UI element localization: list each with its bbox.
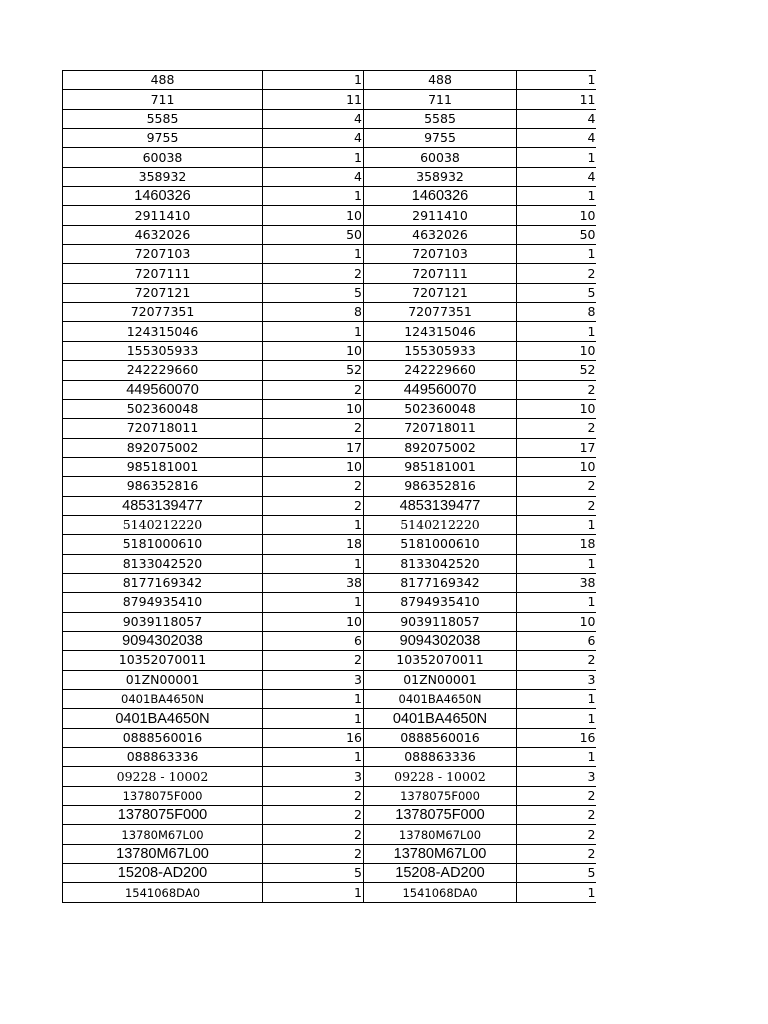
part-code-copy-cell: 7207121	[364, 283, 517, 302]
quantity-copy-cell: 2	[517, 419, 596, 438]
part-code-copy-cell: 4853139477	[364, 496, 517, 515]
quantity-cell: 18	[263, 535, 364, 554]
part-code-cell: 5181000610	[63, 535, 263, 554]
part-code-copy-cell: 155305933	[364, 341, 517, 360]
quantity-cell: 1	[263, 322, 364, 341]
part-code-copy-cell: 488	[364, 71, 517, 90]
quantity-copy-cell: 10	[517, 206, 596, 225]
part-code-cell: 72077351	[63, 303, 263, 322]
table-row	[63, 786, 596, 805]
quantity-copy-cell: 10	[517, 457, 596, 476]
quantity-cell: 1	[263, 593, 364, 612]
part-code-cell: 2911410	[63, 206, 263, 225]
quantity-cell: 5	[263, 283, 364, 302]
part-code-cell: 9755	[63, 129, 263, 148]
quantity-cell: 1	[263, 515, 364, 534]
quantity-copy-cell: 1	[517, 245, 596, 264]
part-code-cell: 13780M67L00	[63, 844, 263, 863]
table-row	[63, 245, 596, 264]
parts-table-body	[63, 71, 596, 903]
part-code-cell: 10352070011	[63, 651, 263, 670]
quantity-cell: 8	[263, 303, 364, 322]
quantity-copy-cell: 2	[517, 825, 596, 844]
quantity-cell: 10	[263, 612, 364, 631]
quantity-cell: 2	[263, 825, 364, 844]
table-row	[63, 283, 596, 302]
table-row	[63, 554, 596, 573]
table-row	[63, 612, 596, 631]
quantity-cell: 2	[263, 806, 364, 825]
quantity-cell: 2	[263, 419, 364, 438]
part-code-cell: 155305933	[63, 341, 263, 360]
table-row	[63, 631, 596, 650]
part-code-copy-cell: 0401BA4650N	[364, 709, 517, 728]
part-code-cell: 15208-AD200	[63, 864, 263, 883]
table-row	[63, 419, 596, 438]
quantity-copy-cell: 3	[517, 767, 596, 786]
table-row	[63, 109, 596, 128]
quantity-copy-cell: 10	[517, 612, 596, 631]
table-row	[63, 844, 596, 863]
quantity-cell: 4	[263, 129, 364, 148]
quantity-copy-cell: 50	[517, 225, 596, 244]
part-code-cell: 0888560016	[63, 728, 263, 747]
quantity-copy-cell: 11	[517, 90, 596, 109]
part-code-cell: 5140212220	[63, 515, 263, 534]
part-code-cell: 720718011	[63, 419, 263, 438]
part-code-cell: 8794935410	[63, 593, 263, 612]
quantity-cell: 3	[263, 670, 364, 689]
quantity-copy-cell: 1	[517, 709, 596, 728]
part-code-cell: 986352816	[63, 477, 263, 496]
part-code-cell: 7207121	[63, 283, 263, 302]
quantity-copy-cell: 2	[517, 380, 596, 399]
part-code-copy-cell: 0888560016	[364, 728, 517, 747]
part-code-copy-cell: 8177169342	[364, 573, 517, 592]
part-code-copy-cell: 502360048	[364, 399, 517, 418]
part-code-copy-cell: 242229660	[364, 361, 517, 380]
quantity-cell: 1	[263, 187, 364, 206]
quantity-copy-cell: 2	[517, 264, 596, 283]
table-row	[63, 148, 596, 167]
table-row	[63, 206, 596, 225]
part-code-copy-cell: 8133042520	[364, 554, 517, 573]
quantity-copy-cell: 52	[517, 361, 596, 380]
part-code-cell: 9094302038	[63, 631, 263, 650]
part-code-cell: 8177169342	[63, 573, 263, 592]
part-code-copy-cell: 13780M67L00	[364, 844, 517, 863]
part-code-cell: 0401BA4650N	[63, 709, 263, 728]
parts-table	[62, 70, 596, 903]
part-code-copy-cell: 60038	[364, 148, 517, 167]
table-row	[63, 515, 596, 534]
part-code-copy-cell: 1460326	[364, 187, 517, 206]
quantity-copy-cell: 2	[517, 651, 596, 670]
quantity-cell: 2	[263, 477, 364, 496]
quantity-copy-cell: 4	[517, 167, 596, 186]
quantity-cell: 1	[263, 71, 364, 90]
table-row	[63, 573, 596, 592]
quantity-cell: 6	[263, 631, 364, 650]
quantity-cell: 38	[263, 573, 364, 592]
table-row	[63, 864, 596, 883]
part-code-cell: 449560070	[63, 380, 263, 399]
quantity-copy-cell: 1	[517, 554, 596, 573]
part-code-copy-cell: 892075002	[364, 438, 517, 457]
table-row	[63, 167, 596, 186]
quantity-cell: 4	[263, 109, 364, 128]
quantity-cell: 16	[263, 728, 364, 747]
quantity-cell: 2	[263, 844, 364, 863]
part-code-copy-cell: 720718011	[364, 419, 517, 438]
quantity-copy-cell: 1	[517, 748, 596, 767]
table-row	[63, 670, 596, 689]
quantity-copy-cell: 2	[517, 786, 596, 805]
quantity-cell: 1	[263, 245, 364, 264]
quantity-cell: 3	[263, 767, 364, 786]
quantity-copy-cell: 1	[517, 515, 596, 534]
quantity-copy-cell: 1	[517, 322, 596, 341]
table-row	[63, 496, 596, 515]
quantity-copy-cell: 16	[517, 728, 596, 747]
part-code-copy-cell: 088863336	[364, 748, 517, 767]
part-code-cell: 1541068DA0	[63, 883, 263, 902]
part-code-copy-cell: 985181001	[364, 457, 517, 476]
quantity-copy-cell: 2	[517, 806, 596, 825]
table-row	[63, 264, 596, 283]
part-code-cell: 1460326	[63, 187, 263, 206]
quantity-copy-cell: 38	[517, 573, 596, 592]
quantity-cell: 10	[263, 341, 364, 360]
quantity-cell: 1	[263, 748, 364, 767]
quantity-cell: 1	[263, 883, 364, 902]
quantity-cell: 2	[263, 264, 364, 283]
quantity-cell: 1	[263, 148, 364, 167]
part-code-cell: 892075002	[63, 438, 263, 457]
table-row	[63, 767, 596, 786]
quantity-copy-cell: 2	[517, 844, 596, 863]
quantity-copy-cell: 1	[517, 148, 596, 167]
part-code-copy-cell: 9039118057	[364, 612, 517, 631]
quantity-copy-cell: 6	[517, 631, 596, 650]
part-code-copy-cell: 986352816	[364, 477, 517, 496]
table-row	[63, 709, 596, 728]
table-row	[63, 883, 596, 902]
part-code-cell: 09228 - 10002	[63, 767, 263, 786]
table-row	[63, 457, 596, 476]
quantity-cell: 5	[263, 864, 364, 883]
quantity-copy-cell: 2	[517, 477, 596, 496]
part-code-copy-cell: 5585	[364, 109, 517, 128]
table-row	[63, 71, 596, 90]
quantity-cell: 2	[263, 651, 364, 670]
quantity-cell: 10	[263, 457, 364, 476]
quantity-copy-cell: 1	[517, 883, 596, 902]
quantity-cell: 10	[263, 399, 364, 418]
table-row	[63, 361, 596, 380]
part-code-cell: 0401BA4650N	[63, 690, 263, 709]
table-row	[63, 477, 596, 496]
table-row	[63, 593, 596, 612]
part-code-cell: 5585	[63, 109, 263, 128]
part-code-copy-cell: 13780M67L00	[364, 825, 517, 844]
quantity-copy-cell: 2	[517, 496, 596, 515]
quantity-copy-cell: 18	[517, 535, 596, 554]
part-code-copy-cell: 0401BA4650N	[364, 690, 517, 709]
part-code-cell: 358932	[63, 167, 263, 186]
quantity-cell: 52	[263, 361, 364, 380]
table-row	[63, 728, 596, 747]
table-row	[63, 90, 596, 109]
table-row	[63, 825, 596, 844]
table-row	[63, 438, 596, 457]
quantity-cell: 10	[263, 206, 364, 225]
quantity-copy-cell: 17	[517, 438, 596, 457]
part-code-cell: 4853139477	[63, 496, 263, 515]
part-code-cell: 488	[63, 71, 263, 90]
table-row	[63, 187, 596, 206]
part-code-copy-cell: 358932	[364, 167, 517, 186]
quantity-copy-cell: 5	[517, 864, 596, 883]
table-row	[63, 651, 596, 670]
table-row	[63, 806, 596, 825]
quantity-cell: 1	[263, 554, 364, 573]
quantity-cell: 2	[263, 786, 364, 805]
quantity-copy-cell: 3	[517, 670, 596, 689]
table-row	[63, 322, 596, 341]
table-row	[63, 690, 596, 709]
part-code-copy-cell: 5181000610	[364, 535, 517, 554]
quantity-copy-cell: 4	[517, 129, 596, 148]
quantity-copy-cell: 1	[517, 690, 596, 709]
table-row	[63, 303, 596, 322]
part-code-copy-cell: 72077351	[364, 303, 517, 322]
part-code-copy-cell: 09228 - 10002	[364, 767, 517, 786]
part-code-cell: 7207103	[63, 245, 263, 264]
quantity-cell: 2	[263, 380, 364, 399]
part-code-cell: 01ZN00001	[63, 670, 263, 689]
part-code-copy-cell: 1541068DA0	[364, 883, 517, 902]
part-code-cell: 124315046	[63, 322, 263, 341]
quantity-cell: 4	[263, 167, 364, 186]
quantity-cell: 1	[263, 709, 364, 728]
quantity-cell: 17	[263, 438, 364, 457]
part-code-copy-cell: 711	[364, 90, 517, 109]
table-row	[63, 748, 596, 767]
part-code-cell: 1378075F000	[63, 786, 263, 805]
quantity-copy-cell: 1	[517, 593, 596, 612]
part-code-cell: 711	[63, 90, 263, 109]
quantity-cell: 2	[263, 496, 364, 515]
part-code-copy-cell: 4632026	[364, 225, 517, 244]
part-code-cell: 985181001	[63, 457, 263, 476]
table-row	[63, 129, 596, 148]
quantity-cell: 50	[263, 225, 364, 244]
part-code-copy-cell: 8794935410	[364, 593, 517, 612]
quantity-copy-cell: 10	[517, 399, 596, 418]
part-code-copy-cell: 15208-AD200	[364, 864, 517, 883]
part-code-cell: 60038	[63, 148, 263, 167]
part-code-cell: 1378075F000	[63, 806, 263, 825]
table-row	[63, 535, 596, 554]
table-row	[63, 380, 596, 399]
part-code-copy-cell: 124315046	[364, 322, 517, 341]
part-code-cell: 13780M67L00	[63, 825, 263, 844]
table-row	[63, 341, 596, 360]
part-code-copy-cell: 9094302038	[364, 631, 517, 650]
part-code-cell: 242229660	[63, 361, 263, 380]
quantity-copy-cell: 10	[517, 341, 596, 360]
part-code-copy-cell: 01ZN00001	[364, 670, 517, 689]
table-row	[63, 225, 596, 244]
quantity-cell: 11	[263, 90, 364, 109]
quantity-copy-cell: 8	[517, 303, 596, 322]
part-code-copy-cell: 7207111	[364, 264, 517, 283]
quantity-cell: 1	[263, 690, 364, 709]
part-code-cell: 8133042520	[63, 554, 263, 573]
quantity-copy-cell: 1	[517, 187, 596, 206]
part-code-cell: 4632026	[63, 225, 263, 244]
part-code-cell: 502360048	[63, 399, 263, 418]
part-code-copy-cell: 5140212220	[364, 515, 517, 534]
part-code-cell: 9039118057	[63, 612, 263, 631]
part-code-copy-cell: 1378075F000	[364, 786, 517, 805]
part-code-copy-cell: 10352070011	[364, 651, 517, 670]
quantity-copy-cell: 5	[517, 283, 596, 302]
part-code-copy-cell: 449560070	[364, 380, 517, 399]
part-code-copy-cell: 9755	[364, 129, 517, 148]
table-row	[63, 399, 596, 418]
quantity-copy-cell: 4	[517, 109, 596, 128]
part-code-copy-cell: 1378075F000	[364, 806, 517, 825]
part-code-copy-cell: 2911410	[364, 206, 517, 225]
part-code-copy-cell: 7207103	[364, 245, 517, 264]
quantity-copy-cell: 1	[517, 71, 596, 90]
part-code-cell: 7207111	[63, 264, 263, 283]
part-code-cell: 088863336	[63, 748, 263, 767]
